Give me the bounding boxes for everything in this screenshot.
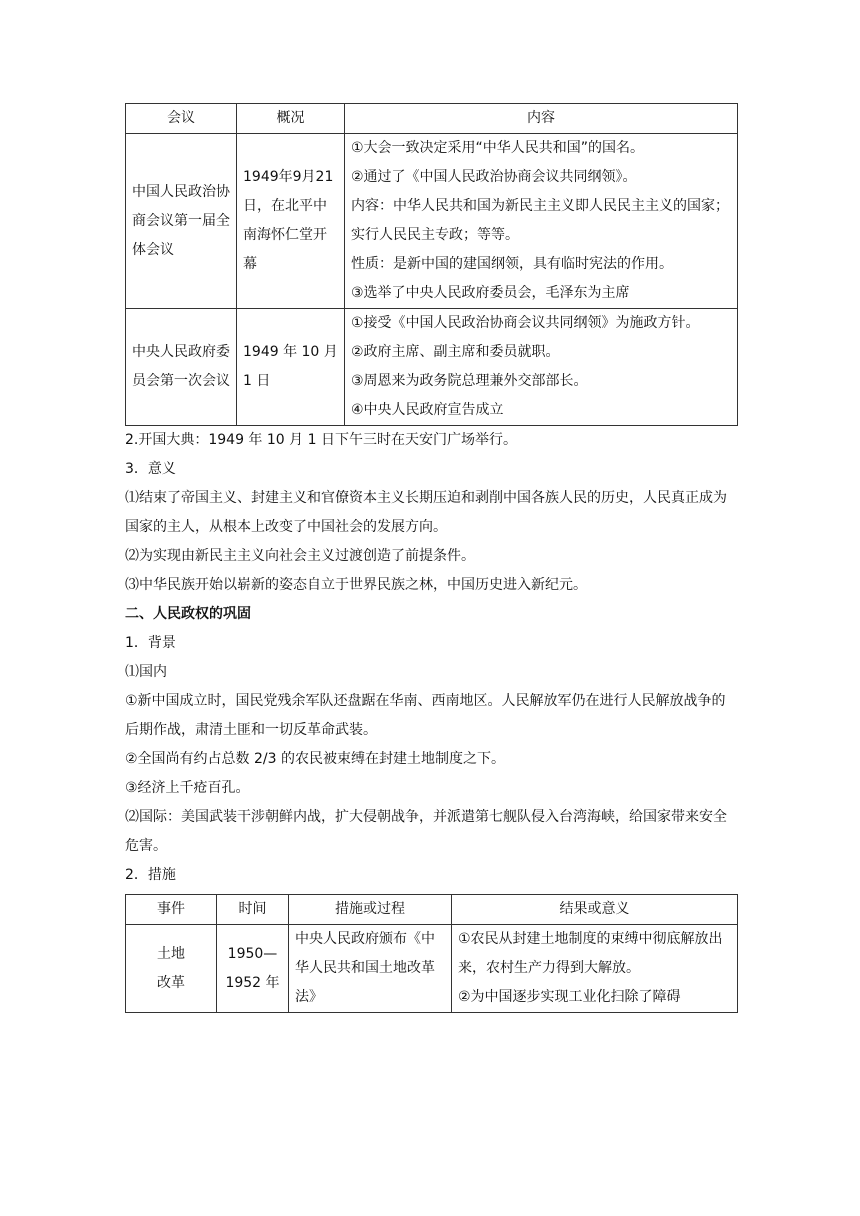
time-cell: 1950—1952 年 bbox=[217, 925, 289, 1013]
header-content: 内容 bbox=[345, 104, 738, 134]
overview-cell: 1949年9月21日，在北平中南海怀仁堂开幕 bbox=[237, 134, 345, 309]
header-result: 结果或意义 bbox=[452, 895, 738, 925]
measure-cell: 中央人民政府颁布《中华人民共和国土地改革法》 bbox=[289, 925, 452, 1013]
overview-cell: 1949 年 10 月 1 日 bbox=[237, 309, 345, 426]
table-header-row bbox=[126, 895, 738, 925]
content-line: ②政府主席、副主席和委员就职。 bbox=[351, 344, 560, 360]
section-heading: 2．措施 bbox=[125, 867, 176, 883]
header-overview: 概况 bbox=[237, 104, 345, 134]
table-row bbox=[126, 925, 738, 1013]
header-measure: 措施或过程 bbox=[289, 895, 452, 925]
paragraph: ②全国尚有约占总数 2/3 的农民被束缚在封建土地制度之下。 bbox=[125, 751, 505, 767]
content-cell bbox=[345, 309, 738, 426]
content-line: ①接受《中国人民政治协商会议共同纲领》为施政方针。 bbox=[351, 315, 700, 331]
section-heading: 1．背景 bbox=[125, 635, 176, 651]
meeting-cell: 中央人民政府委员会第一次会议 bbox=[126, 309, 237, 426]
table-header-row bbox=[126, 104, 738, 134]
event-cell: 土地改革 bbox=[126, 925, 217, 1013]
table-row bbox=[126, 134, 738, 309]
content-line: 性质：是新中国的建国纲领，具有临时宪法的作用。 bbox=[351, 256, 673, 272]
result-cell bbox=[452, 925, 738, 1013]
content-line: ③选举了中央人民政府委员会，毛泽东为主席 bbox=[351, 285, 630, 301]
paragraph: ③经济上千疮百孔。 bbox=[125, 780, 250, 796]
section-heading: 3．意义 bbox=[125, 461, 176, 477]
content-line: ④中央人民政府宣告成立 bbox=[351, 402, 504, 418]
paragraph: ⑵为实现由新民主主义向社会主义过渡创造了前提条件。 bbox=[125, 548, 475, 564]
measures-table bbox=[125, 894, 738, 1013]
paragraph: ⑶中华民族开始以崭新的姿态自立于世界民族之林，中国历史进入新纪元。 bbox=[125, 577, 587, 593]
content-line: ③周恩来为政务院总理兼外交部部长。 bbox=[351, 373, 588, 389]
header-time: 时间 bbox=[217, 895, 289, 925]
content-line: ①大会一致决定采用“中华人民共和国”的国名。 bbox=[351, 140, 645, 156]
paragraph: ⑴结束了帝国主义、封建主义和官僚资本主义长期压迫和剥削中国各族人民的历史，人民真正成为国家的主人，从根本上改变了中国社会的发展方向。 bbox=[125, 490, 727, 535]
result-line: ①农民从封建土地制度的束缚中彻底解放出来，农村生产力得到大解放。 bbox=[458, 931, 723, 976]
document-page bbox=[125, 103, 737, 1013]
header-meeting: 会议 bbox=[126, 104, 237, 134]
paragraph: ①新中国成立时，国民党残余军队还盘踞在华南、西南地区。人民解放军仍在进行人民解放战争的后期作战，肃清土匪和一切反革命武装。 bbox=[125, 693, 726, 738]
result-line: ②为中国逐步实现工业化扫除了障碍 bbox=[458, 989, 681, 1005]
meeting-cell: 中国人民政治协商会议第一届全体会议 bbox=[126, 134, 237, 309]
content-line: 内容：中华人民共和国为新民主主义即人民民主主义的国家；实行人民民主专政；等等。 bbox=[351, 198, 729, 243]
header-event: 事件 bbox=[126, 895, 217, 925]
paragraph: 2.开国大典：1949 年 10 月 1 日下午三时在天安门广场举行。 bbox=[125, 432, 517, 448]
content-line: ②通过了《中国人民政治协商会议共同纲领》。 bbox=[351, 169, 637, 185]
meetings-table bbox=[125, 103, 738, 426]
paragraph: ⑵国际：美国武装干涉朝鲜内战，扩大侵朝战争，并派遣第七舰队侵入台湾海峡，给国家带来安全危害。 bbox=[125, 809, 727, 854]
content-cell bbox=[345, 134, 738, 309]
subsection-heading: ⑴国内 bbox=[125, 664, 167, 680]
table-row bbox=[126, 309, 738, 426]
section-title: 二、人民政权的巩固 bbox=[125, 606, 251, 622]
